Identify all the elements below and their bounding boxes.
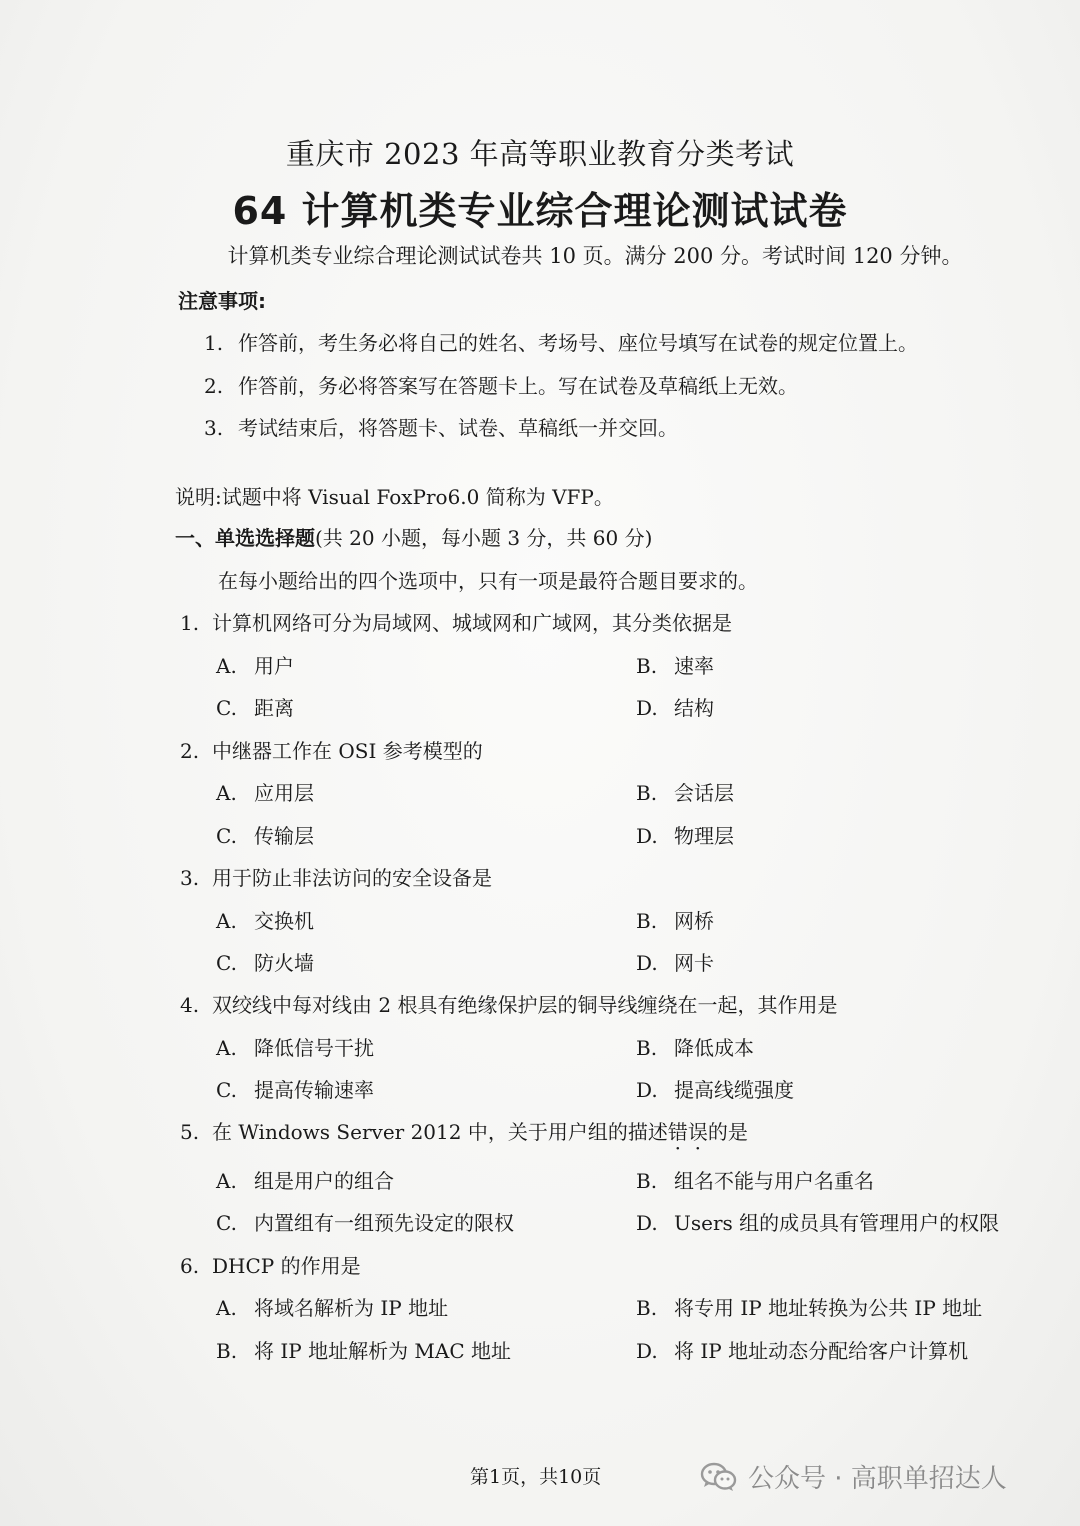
option-text: 将 IP 地址动态分配给客户计算机	[674, 1339, 969, 1363]
note-text: 作答前，考生务必将自己的姓名、考场号、座位号填写在试卷的规定位置上。	[238, 331, 918, 355]
option-text: 交换机	[254, 909, 314, 933]
question-number: 6.	[180, 1254, 200, 1278]
option-letter: C.	[216, 696, 237, 720]
option-text: 将专用 IP 地址转换为公共 IP 地址	[674, 1296, 983, 1320]
option-letter: D.	[636, 951, 658, 975]
note-number: 1.	[204, 331, 224, 355]
option-letter: B.	[636, 654, 658, 678]
exam-header: 重庆市 2023 年高等职业教育分类考试	[285, 137, 795, 171]
option-c	[216, 820, 314, 849]
option-text: 传输层	[254, 824, 314, 848]
question-stem	[180, 1250, 361, 1279]
section-instruction: 在每小题给出的四个选项中，只有一项是最符合题目要求的。	[218, 569, 758, 593]
section-title-label: 一、单选选择题	[175, 526, 315, 550]
question-stem	[180, 735, 483, 764]
option-b	[636, 777, 734, 806]
wechat-icon	[700, 1461, 738, 1493]
option-b	[636, 1032, 754, 1061]
option-text: Users 组的成员具有管理用户的权限	[674, 1211, 1000, 1235]
note-number: 2.	[204, 374, 224, 398]
option-letter: A.	[216, 654, 237, 678]
option-text: 将域名解析为 IP 地址	[254, 1296, 449, 1320]
note-number: 3.	[204, 416, 224, 440]
option-text: 组是用户的组合	[254, 1169, 394, 1193]
option-text: 网卡	[674, 951, 714, 975]
emphasis-char: 错	[667, 1120, 688, 1144]
option-d	[636, 820, 734, 849]
question-text: 中继器工作在 OSI 参考模型的	[212, 739, 483, 763]
question-number: 2.	[180, 739, 200, 763]
option-letter: C.	[216, 1078, 237, 1102]
option-text: 降低成本	[674, 1036, 754, 1060]
question-text: 在 Windows Server 2012 中，关于用户组的描述	[212, 1120, 668, 1144]
option-c	[216, 1207, 514, 1236]
option-a	[216, 905, 314, 934]
option-text: 物理层	[674, 824, 734, 848]
option-a	[216, 1032, 374, 1061]
option-letter: C.	[216, 1211, 237, 1235]
option-letter: B.	[636, 1169, 658, 1193]
option-text: 组名不能与用户名重名	[674, 1169, 874, 1193]
option-a	[216, 777, 314, 806]
option-letter: C.	[216, 951, 237, 975]
exam-title: 64 计算机类专业综合理论测试试卷	[232, 189, 848, 233]
option-d	[636, 692, 714, 721]
option-text: 网桥	[674, 909, 714, 933]
option-d	[636, 1074, 794, 1103]
question-text-end: 的是	[707, 1120, 748, 1144]
option-letter: D.	[636, 824, 658, 848]
option-letter: D.	[636, 1211, 658, 1235]
question-number: 1.	[180, 611, 200, 635]
option-text: 速率	[674, 654, 714, 678]
option-letter: A.	[216, 1296, 237, 1320]
option-text: 防火墙	[254, 951, 314, 975]
question-number: 4.	[180, 993, 200, 1017]
option-letter: A.	[216, 1169, 237, 1193]
question-text: 计算机网络可分为局域网、城域网和广域网，其分类依据是	[212, 611, 732, 635]
option-letter: A.	[216, 909, 237, 933]
option-b	[636, 650, 714, 679]
option-b	[636, 1292, 982, 1321]
option-text: 会话层	[674, 781, 734, 805]
question-stem	[180, 989, 837, 1018]
option-c	[216, 947, 314, 976]
question-number: 5.	[180, 1120, 200, 1144]
section-title-detail: (共 20 小题，每小题 3 分，共 60 分)	[315, 526, 653, 550]
explanation-note: 说明:试题中将 Visual FoxPro6.0 简称为 VFP。	[175, 485, 614, 509]
option-letter: A.	[216, 1036, 237, 1060]
option-letter: A.	[216, 781, 237, 805]
emphasis-char: 误	[687, 1120, 708, 1144]
option-a	[216, 650, 294, 679]
option-a	[216, 1165, 394, 1194]
note-text: 考试结束后，将答题卡、试卷、草稿纸一并交回。	[238, 416, 678, 440]
note-text: 作答前，务必将答案写在答题卡上。写在试卷及草稿纸上无效。	[238, 374, 798, 398]
notes-heading: 注意事项:	[178, 289, 266, 313]
option-text: 提高传输速率	[254, 1078, 374, 1102]
question-stem	[180, 1116, 748, 1145]
option-letter: D.	[636, 1078, 658, 1102]
question-number: 3.	[180, 866, 200, 890]
option-text: 距离	[254, 696, 294, 720]
note-item	[204, 412, 678, 441]
option-letter: C.	[216, 824, 237, 848]
question-stem	[180, 607, 732, 636]
option-a	[216, 1292, 448, 1321]
page-number: 第1页，共10页	[470, 1466, 602, 1488]
option-d	[636, 1207, 999, 1236]
option-text: 将 IP 地址解析为 MAC 地址	[254, 1339, 512, 1363]
option-b	[636, 1165, 874, 1194]
option-letter: D.	[636, 696, 658, 720]
question-text: 双绞线中每对线由 2 根具有绝缘保护层的铜导线缠绕在一起，其作用是	[212, 993, 838, 1017]
option-c	[216, 1074, 374, 1103]
option-text: 结构	[674, 696, 714, 720]
question-text: 用于防止非法访问的安全设备是	[212, 866, 492, 890]
option-text: 应用层	[254, 781, 314, 805]
section-title	[175, 522, 652, 551]
option-text: 提高线缆强度	[674, 1078, 794, 1102]
option-letter: B.	[216, 1339, 238, 1363]
option-d	[636, 947, 714, 976]
option-letter: B.	[636, 909, 658, 933]
option-c	[216, 692, 294, 721]
watermark	[700, 1458, 1007, 1495]
option-letter: D.	[636, 1339, 658, 1363]
option-d	[636, 1335, 968, 1364]
option-letter: B.	[636, 781, 658, 805]
option-b	[636, 905, 714, 934]
option-text: 用户	[254, 654, 294, 678]
option-letter: B.	[636, 1036, 658, 1060]
exam-summary: 计算机类专业综合理论测试试卷共 10 页。满分 200 分。考试时间 120 分钟。	[227, 244, 963, 268]
question-text: DHCP 的作用是	[212, 1254, 361, 1278]
note-item	[204, 370, 798, 399]
option-text: 内置组有一组预先设定的限权	[254, 1211, 514, 1235]
watermark-text: 公众号 · 高职单招达人	[748, 1464, 1007, 1494]
option-c	[216, 1335, 511, 1364]
option-text: 降低信号干扰	[254, 1036, 374, 1060]
option-letter: B.	[636, 1296, 658, 1320]
note-item	[204, 327, 918, 356]
question-stem	[180, 862, 492, 891]
